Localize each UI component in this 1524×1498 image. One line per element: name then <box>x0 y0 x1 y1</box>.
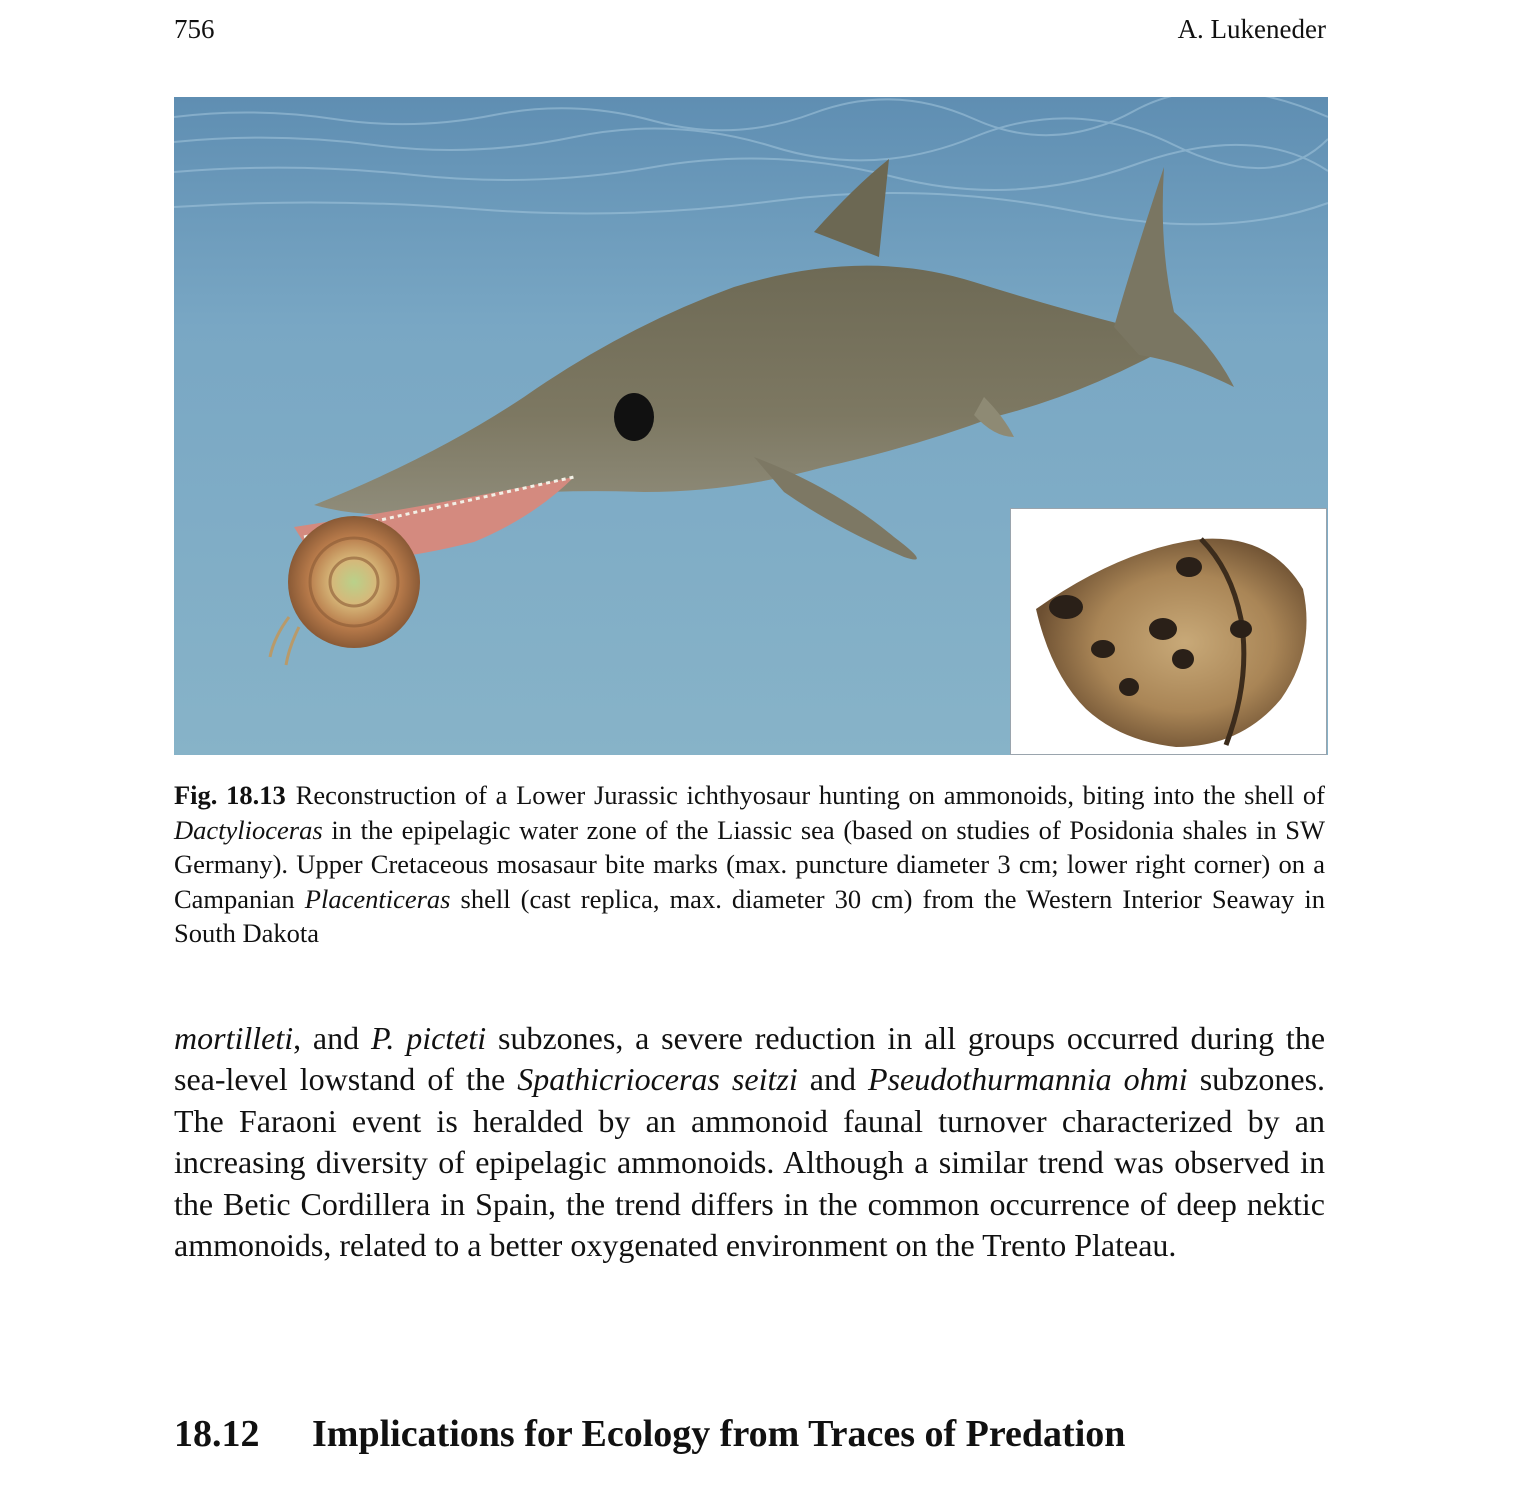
body-text-run: , and <box>293 1020 371 1056</box>
body-text-run: and <box>797 1061 869 1098</box>
page-number: 756 <box>174 14 215 44</box>
body-text-run: subzones. The Faraoni event is heralded by an ammonoid faunal turnover characterized by an increasing diversity of epipelagic ammonoids. Although a similar trend was observed in the Betic Cordillera in Spain, the trend differs in the common occurrence of deep nektic ammonoids, related to a better oxygenated environment on the Trento Plateau. <box>174 1061 1326 1264</box>
shell-bite-marks-image <box>1011 509 1326 754</box>
body-text-run: subzones, a severe reduction in all groups occurred during the sea-level lowstand of the <box>174 1020 1326 1098</box>
running-head-author: A. Lukeneder <box>1177 14 1326 44</box>
body-taxon: Pseudothurmannia ohmi <box>868 1061 1188 1098</box>
caption-taxon: Dactylioceras <box>174 814 323 845</box>
inset-placenticeras-shell-photo <box>1010 508 1327 755</box>
section-title: Implications for Ecology from Traces of Predation <box>312 1413 1126 1455</box>
section-number: 18.12 <box>174 1413 260 1455</box>
caption-taxon: Placenticeras <box>304 883 451 914</box>
figure-label: Fig. 18.13 <box>174 780 286 810</box>
caption-text: Reconstruction of a Lower Jurassic ichthyosaur hunting on ammonoids, biting into the shell of <box>295 780 1325 810</box>
caption-text: in the epipelagic water zone of the Liassic sea (based on studies of Posidonia shales in SW Germany). Upper Cretaceous mosasaur bite marks (max. puncture diameter 3 cm; lower right corner) on a Campanian <box>174 814 1325 914</box>
body-paragraph <box>174 1018 1325 1266</box>
caption-text: shell (cast replica, max. diameter 30 cm) from the Western Interior Seaway in South Dakota <box>174 883 1325 949</box>
section-heading <box>174 1412 1125 1456</box>
figure-caption <box>174 778 1325 951</box>
body-taxon: P. picteti <box>370 1020 487 1056</box>
body-taxon: mortilleti <box>174 1020 294 1056</box>
body-taxon: Spathicrioceras seitzi <box>517 1061 798 1098</box>
